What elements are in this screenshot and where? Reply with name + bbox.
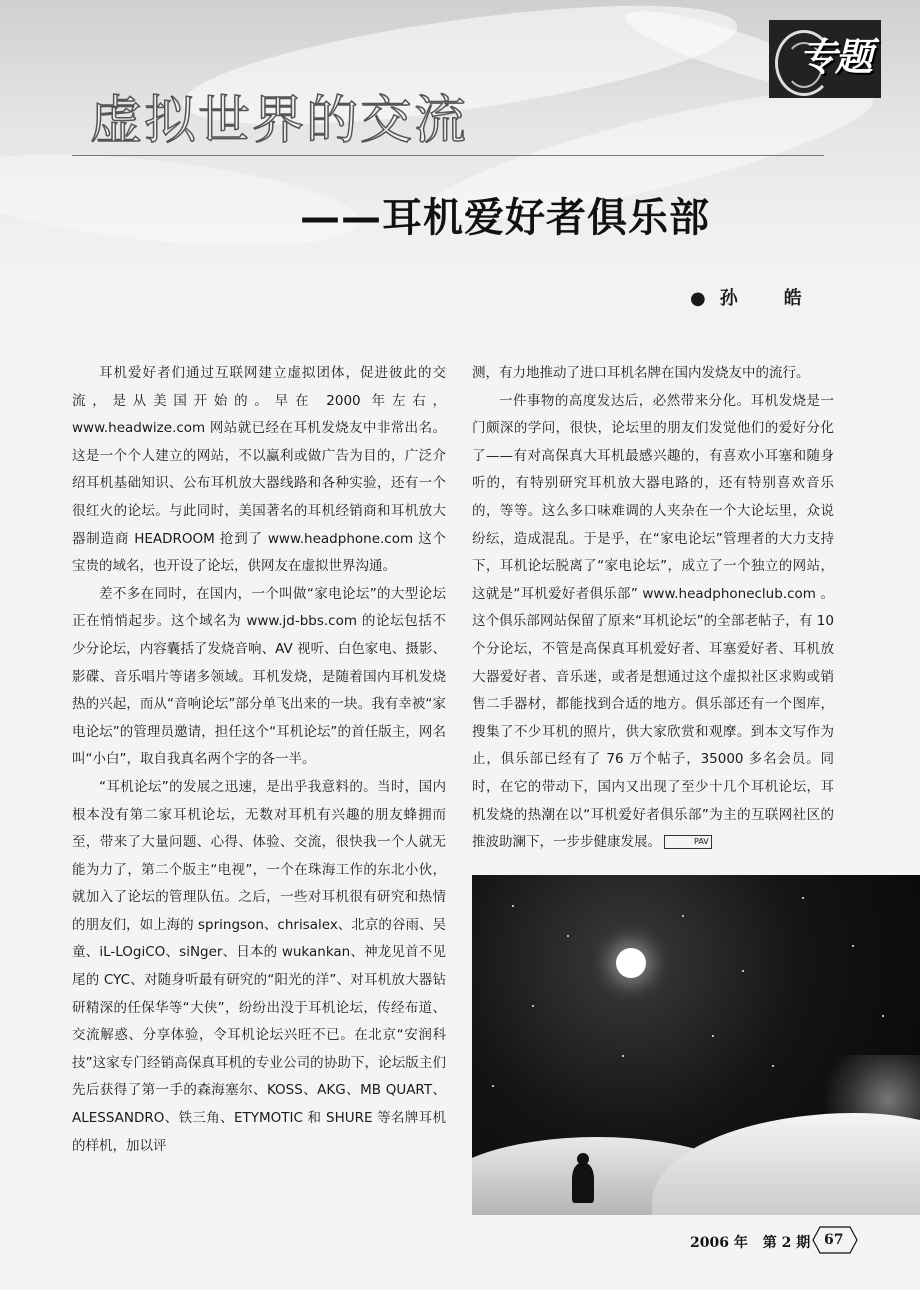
night-snow-photo [472,875,920,1215]
star [512,905,514,907]
star [852,945,854,947]
title-divider [72,155,824,156]
article-paragraph [472,388,834,857]
page-number: 67 [824,1232,844,1248]
star [682,915,684,917]
snow-hill [652,1113,920,1215]
article-column-right [472,360,834,857]
star [772,1065,774,1067]
star [622,1055,624,1057]
star [492,1085,494,1087]
star [802,897,804,899]
page-subtitle: ——耳机爱好者俱乐部 [300,195,710,241]
article-paragraph: 测，有力地推动了进口耳机名牌在国内发烧友中的流行。 [472,365,810,381]
article-paragraph: 耳机爱好者们通过互联网建立虚拟团体，促进彼此的交流，是从美国开始的。早在 2000 年左右，www.headwize.com 网站就已经在耳机发烧友中非常出名。这是一个个人建立的网站，不以赢利或做广告为目的，广泛介绍耳机基础知识、公布耳机放大器线路和各种实验，还有一个很红火的论坛。与此同时，美国著名的耳机经销商和耳机放大器制造商 HEADROOM 抢到了 www.headphone.com 这个宝贵的域名，也开设了论坛，供网友在虚拟世界沟通。 [72,365,446,575]
moon [616,948,646,978]
issue-number: 第 2 期 [762,1235,811,1251]
article-paragraph: “耳机论坛”的发展之迅速，是出乎我意料的。当时，国内根本没有第二家耳机论坛，无数对耳机有兴趣的朋友蜂拥而至，带来了大量问题、心得、体验、交流，很快我一个人就无能为力了，第二个版主“电视”，一个在珠海工作的东北小伙，就加入了论坛的管理队伍。之后，一些对耳机很有研究和热情的朋友们，如上海的 springson、chrisalex、北京的谷雨、吴童、iL-LOgiCO、siNger、日本的 wukankan、神龙见首不见尾的 CYC、对随身听最有研究的“阳光的洋”、对耳机放大器钻研精深的任保华等“大侠”，纷纷出没于耳机论坛，传经布道、交流解惑、分享体验，令耳机论坛兴旺不已。在北京“安润科技”这家专门经销高保真耳机的专业公司的协助下，论坛版主们先后获得了第一手的森海塞尔、KOSS、AKG、MB QUART、ALESSANDRO、铁三角、ETYMOTIC 和 SHURE 等名牌耳机的样机，加以评 [72,778,446,1154]
issue-info [690,1232,820,1252]
star [567,935,569,937]
article-paragraph: 差不多在同时，在国内，一个叫做“家电论坛”的大型论坛正在悄悄起步。这个域名为 www.jd-bbs.com 的论坛包括不少分论坛，内容囊括了发烧音响、AV 视听、白色家电、摄影、影碟、音乐唱片等诸多领域。耳机发烧，是随着国内耳机发烧热的兴起，而从“音响论坛”部分单飞出来的一块。我有幸被“家电论坛”的管理员邀请，担任这个“耳机论坛”的首任版主，网名叫“小白”，取自我真名两个字的各一半。 [72,585,446,768]
topic-badge [769,20,881,98]
author-byline: ●孙 皓 [690,288,816,309]
article-column-left [72,360,446,1160]
star [532,1005,534,1007]
star [742,970,744,972]
end-mark: PAV [664,835,712,849]
page-title: 虚拟世界的交流 [90,91,469,151]
star [712,1035,714,1037]
star [882,1015,884,1017]
article-paragraph-text: 一件事物的高度发达后，必然带来分化。耳机发烧是一门颇深的学问，很快，论坛里的朋友们发觉他们的爱好分化了——有对高保真大耳机最感兴趣的，有喜欢小耳塞和随身听的，有特别研究耳机放大器电路的，还有特别喜欢音乐的，等等。这么多口味难调的人夹杂在一个大论坛里，众说纷纭，造成混乱。于是乎，在“家电论坛”管理者的大力支持下，耳机论坛脱离了“家电论坛”，成立了一个独立的网站，这就是“耳机爱好者俱乐部” www.headphoneclub.com 。这个俱乐部网站保留了原来“耳机论坛”的全部老帖子，有 10 个分论坛，不管是高保真耳机爱好者、耳塞爱好者、耳机放大器爱好者、音乐迷，或者是想通过这个虚拟社区求购或销售二手器材，都能找到合适的地方。俱乐部还有一个图库，搜集了不少耳机的照片，供大家欣赏和观摩。到本文写作为止，俱乐部已经有了 76 万个帖子，35000 多名会员。同时，在它的带动下，国内又出现了至少十几个耳机论坛，耳机发烧的热潮在以“耳机爱好者俱乐部”为主的互联网社区的推波助澜下，一步步健康发展。 [472,392,834,851]
person-silhouette [572,1163,594,1203]
issue-year: 2006 年 [690,1235,748,1251]
topic-label: 专题 [799,34,872,79]
